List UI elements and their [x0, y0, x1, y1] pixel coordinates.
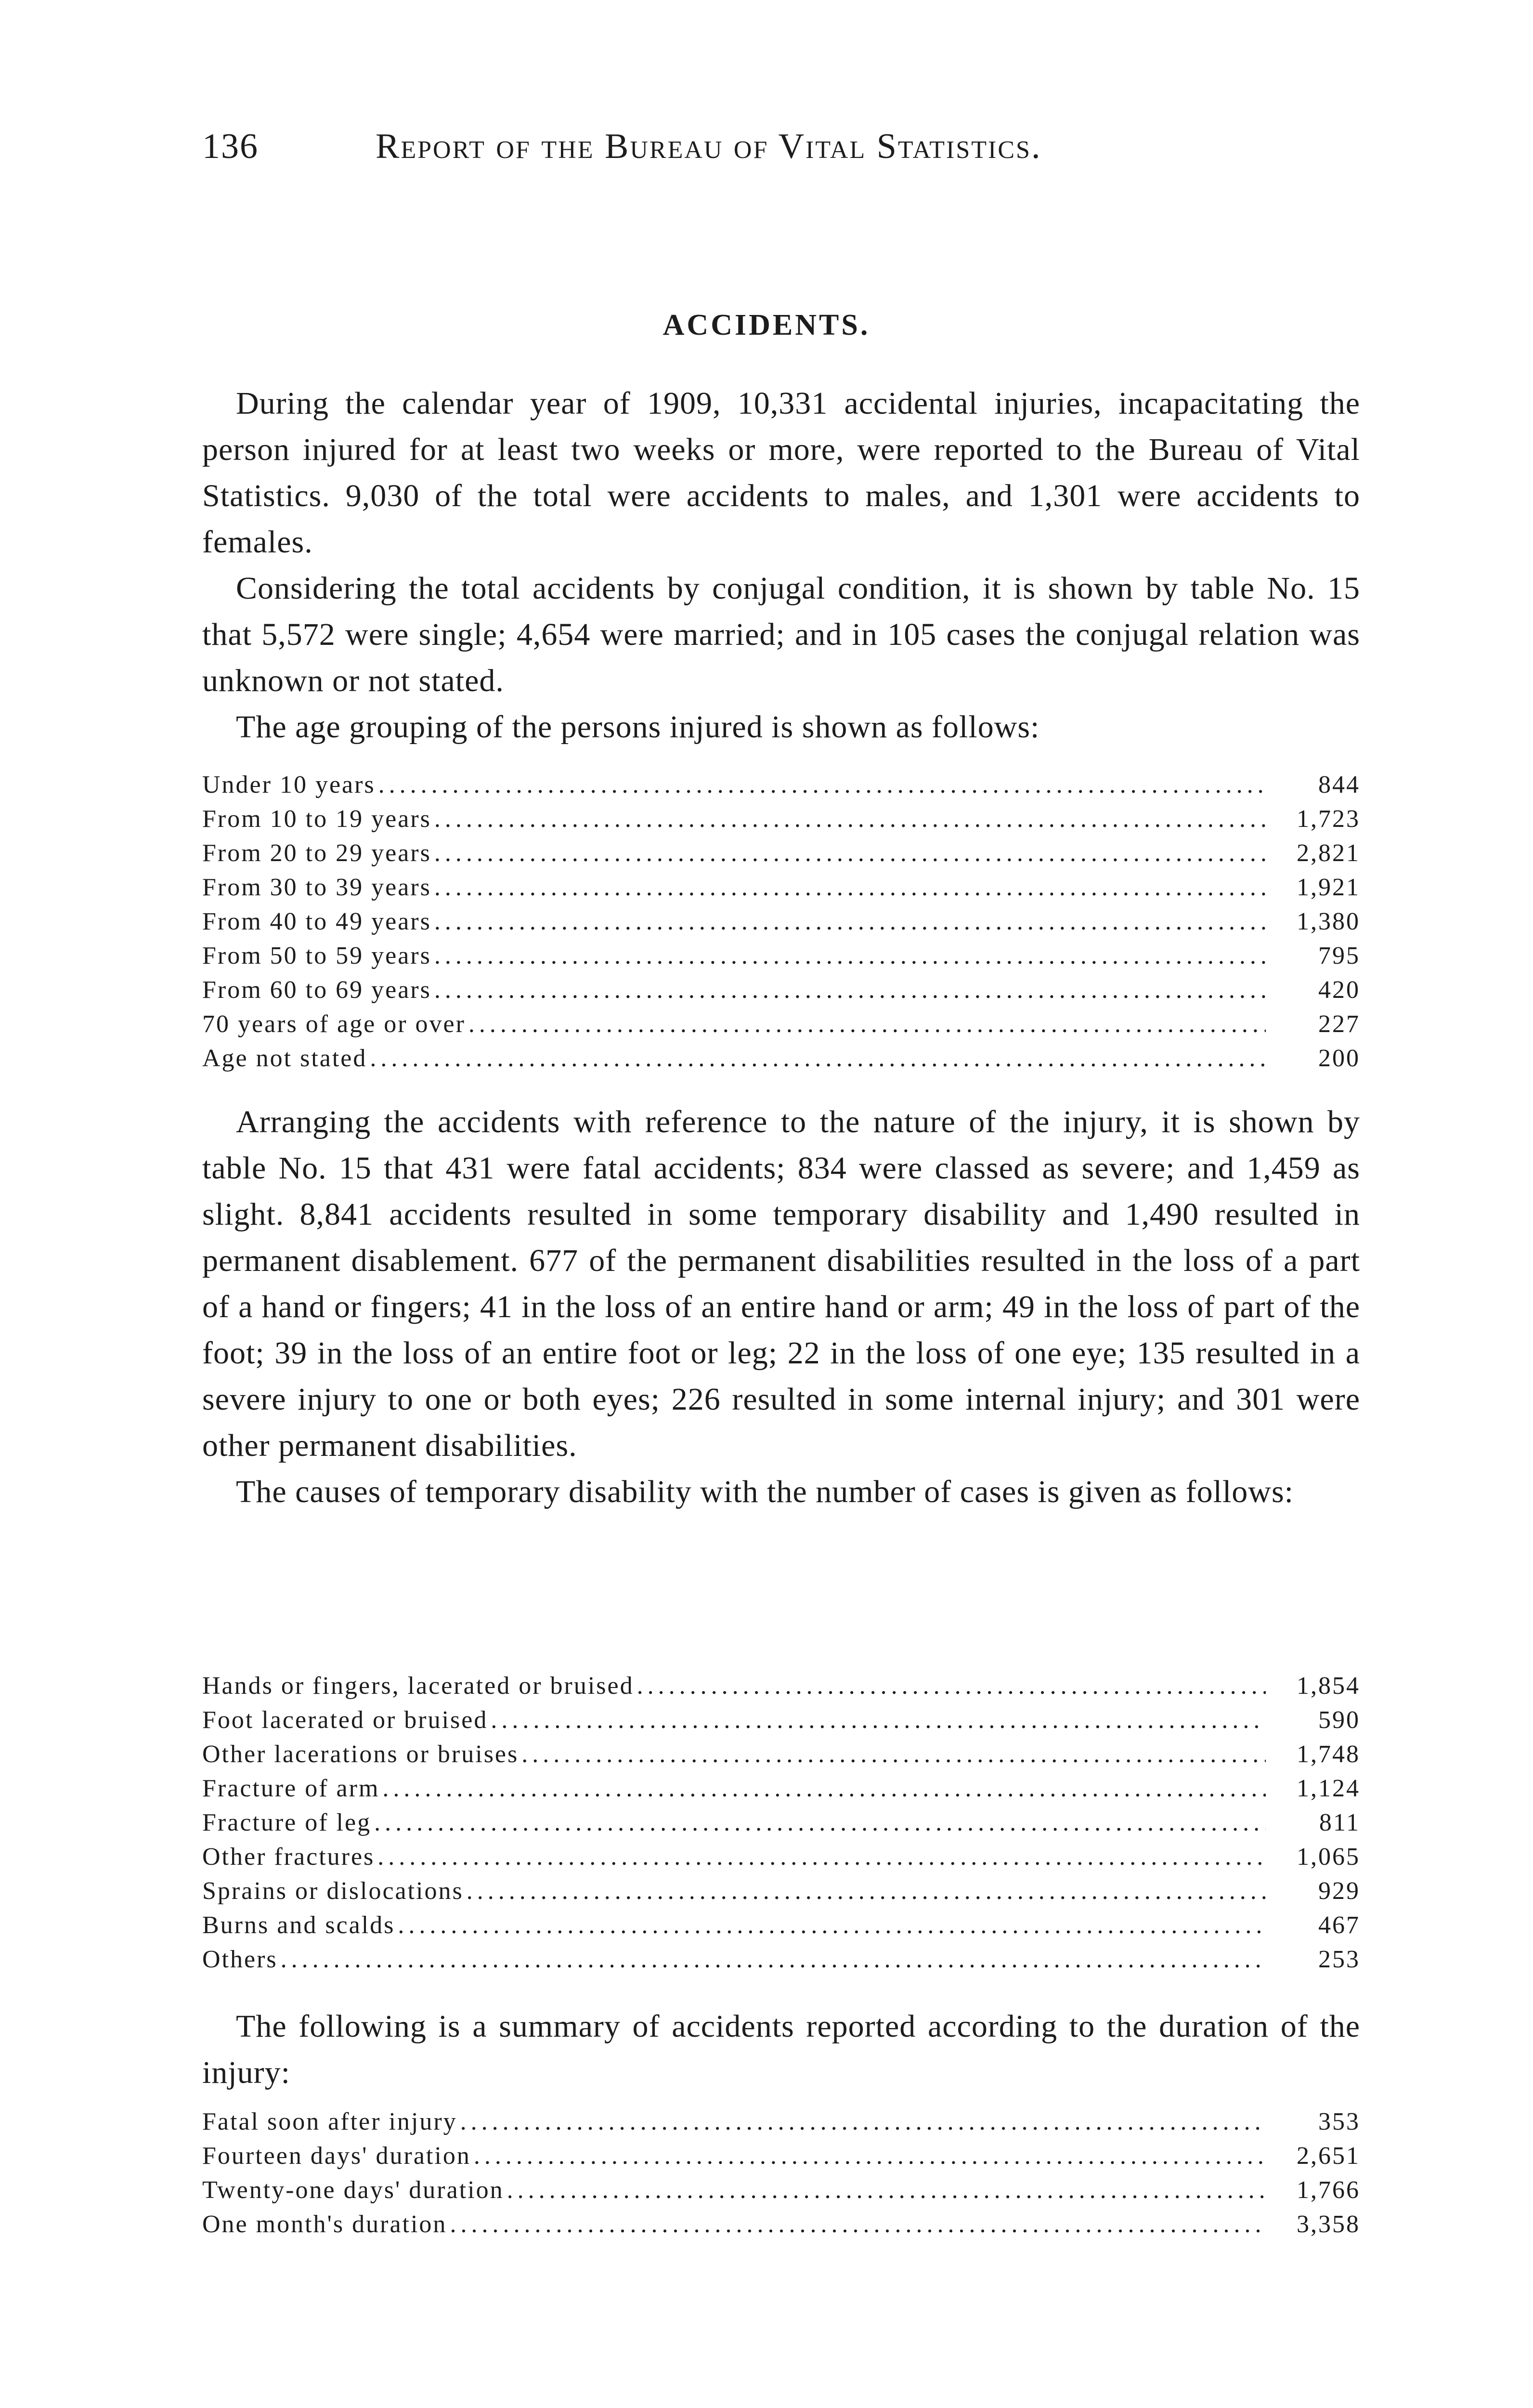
paragraph-annual-total: During the calendar year of 1909, 10,331 accidental injuries, incapacitating the person injured for at least two weeks or more, were reported to the Bureau of Vital Statistics. 9,030 of the total were accidents to males, and 1,301 were accidents to females.: [202, 386, 1360, 560]
table-row: [202, 1874, 1360, 1908]
table-row: [202, 2105, 1360, 2139]
leader-dots: [468, 1007, 1266, 1041]
leader-dots: [434, 870, 1266, 904]
leader-dots: [460, 2105, 1266, 2139]
row-label: Foot lacerated or bruised: [202, 1706, 488, 1734]
row-label: From 50 to 59 years: [202, 942, 431, 969]
table-row: [202, 1771, 1360, 1806]
row-label: Other lacerations or bruises: [202, 1741, 519, 1768]
leader-dots: [491, 1703, 1266, 1737]
row-label: Hands or fingers, lacerated or bruised: [202, 1672, 634, 1700]
table-row: [202, 1908, 1360, 1942]
leader-dots: [467, 1874, 1266, 1908]
row-label: Others: [202, 1946, 278, 1973]
row-value: 1,723: [1297, 805, 1360, 833]
injury-text: [202, 1099, 1360, 1515]
row-value: 1,854: [1297, 1672, 1360, 1700]
row-value: 844: [1318, 771, 1360, 798]
table-row: [202, 973, 1360, 1007]
causes-table: [202, 1669, 1360, 1976]
row-label: Other fractures: [202, 1843, 375, 1871]
row-value: 3,358: [1297, 2211, 1360, 2238]
duration-table: [202, 2105, 1360, 2241]
row-label: Age not stated: [202, 1045, 367, 1072]
leader-dots: [378, 768, 1266, 802]
table-row: [202, 1669, 1360, 1703]
table-row: [202, 2207, 1360, 2241]
row-label: Fourteen days' duration: [202, 2142, 471, 2170]
row-label: From 20 to 29 years: [202, 839, 431, 867]
table-row: [202, 1007, 1360, 1041]
row-value: 795: [1318, 942, 1360, 969]
leader-dots: [521, 1737, 1266, 1771]
row-label: Fatal soon after injury: [202, 2108, 457, 2135]
leader-dots: [450, 2207, 1266, 2241]
table-row: [202, 904, 1360, 939]
table-row: [202, 870, 1360, 904]
paragraph-age-intro: The age grouping of the persons injured is shown as follows:: [236, 709, 1040, 745]
paragraph-nature-of-injury: Arranging the accidents with reference to the nature of the injury, it is shown by table No. 15 that 431 were fatal accidents; 834 were classed as severe; and 1,459 as slight. 8,841 accidents resulted in some temporary disability and 1,490 resulted in permanent disablement. 677 of the permanent disabilities resulted in the loss of a part of a hand or fingers; 41 in the loss of an entire hand or arm; 49 in the loss of part of the foot; 39 in the loss of an entire foot or leg; 22 in the loss of one eye; 135 resulted in a severe injury to one or both eyes; 226 resulted in some internal injury; and 301 were other permanent disabilities.: [202, 1104, 1360, 1463]
row-value: 353: [1318, 2108, 1360, 2135]
row-label: 70 years of age or over: [202, 1010, 466, 1038]
leader-dots: [434, 973, 1266, 1007]
leader-dots: [637, 1669, 1266, 1703]
paragraph-conjugal: Considering the total accidents by conjugal condition, it is shown by table No. 15 that 5,572 were single; 4,654 were married; and in 105 cases the conjugal relation was unknown or not stated.: [202, 571, 1360, 698]
intro-text: [202, 380, 1360, 750]
section-title: ACCIDENTS.: [663, 309, 870, 341]
leader-dots: [281, 1942, 1266, 1976]
row-label: From 60 to 69 years: [202, 976, 431, 1004]
leader-dots: [434, 836, 1266, 870]
table-row: [202, 2139, 1360, 2173]
row-value: 1,748: [1297, 1741, 1360, 1768]
table-row: [202, 1041, 1360, 1075]
leader-dots: [434, 939, 1266, 973]
table-row: [202, 2173, 1360, 2207]
table-row: [202, 939, 1360, 973]
row-label: Fracture of arm: [202, 1775, 380, 1802]
leader-dots: [374, 1806, 1266, 1840]
row-label: Fracture of leg: [202, 1809, 372, 1836]
row-label: Twenty-one days' duration: [202, 2176, 504, 2204]
row-value: 1,124: [1297, 1775, 1360, 1802]
row-label: Under 10 years: [202, 771, 376, 798]
row-value: 420: [1318, 976, 1360, 1004]
row-label: From 30 to 39 years: [202, 874, 431, 901]
paragraph-duration-intro: The following is a summary of accidents reported according to the duration of the injury:: [202, 2009, 1360, 2090]
table-row: [202, 1840, 1360, 1874]
leader-dots: [507, 2173, 1266, 2207]
table-row: [202, 768, 1360, 802]
summary-text: [202, 2003, 1360, 2096]
leader-dots: [434, 904, 1266, 939]
leader-dots: [434, 802, 1266, 836]
row-value: 467: [1318, 1911, 1360, 1939]
row-value: 590: [1318, 1706, 1360, 1734]
page-number: 136: [202, 127, 259, 166]
table-row: [202, 802, 1360, 836]
age-grouping-table: [202, 768, 1360, 1075]
table-row: [202, 836, 1360, 870]
row-value: 1,065: [1297, 1843, 1360, 1871]
row-value: 2,651: [1297, 2142, 1360, 2170]
row-value: 1,766: [1297, 2176, 1360, 2204]
running-title: Report of the Bureau of Vital Statistics.: [376, 127, 1042, 166]
leader-dots: [382, 1771, 1266, 1806]
leader-dots: [398, 1908, 1266, 1942]
row-value: 1,380: [1297, 908, 1360, 935]
leader-dots: [370, 1041, 1266, 1075]
row-label: From 10 to 19 years: [202, 805, 431, 833]
row-label: Burns and scalds: [202, 1911, 395, 1939]
row-value: 200: [1318, 1045, 1360, 1072]
leader-dots: [474, 2139, 1266, 2173]
page-header: [202, 126, 1358, 167]
row-value: 227: [1318, 1010, 1360, 1038]
row-value: 253: [1318, 1946, 1360, 1973]
row-value: 1,921: [1297, 874, 1360, 901]
paragraph-causes-intro: The causes of temporary disability with the number of cases is given as follows:: [236, 1474, 1294, 1509]
row-value: 2,821: [1297, 839, 1360, 867]
row-value: 929: [1318, 1877, 1360, 1905]
table-row: [202, 1942, 1360, 1976]
table-row: [202, 1806, 1360, 1840]
row-value: 811: [1319, 1809, 1360, 1836]
row-label: Sprains or dislocations: [202, 1877, 464, 1905]
table-row: [202, 1703, 1360, 1737]
row-label: One month's duration: [202, 2211, 447, 2238]
leader-dots: [377, 1840, 1266, 1874]
table-row: [202, 1737, 1360, 1771]
row-label: From 40 to 49 years: [202, 908, 431, 935]
